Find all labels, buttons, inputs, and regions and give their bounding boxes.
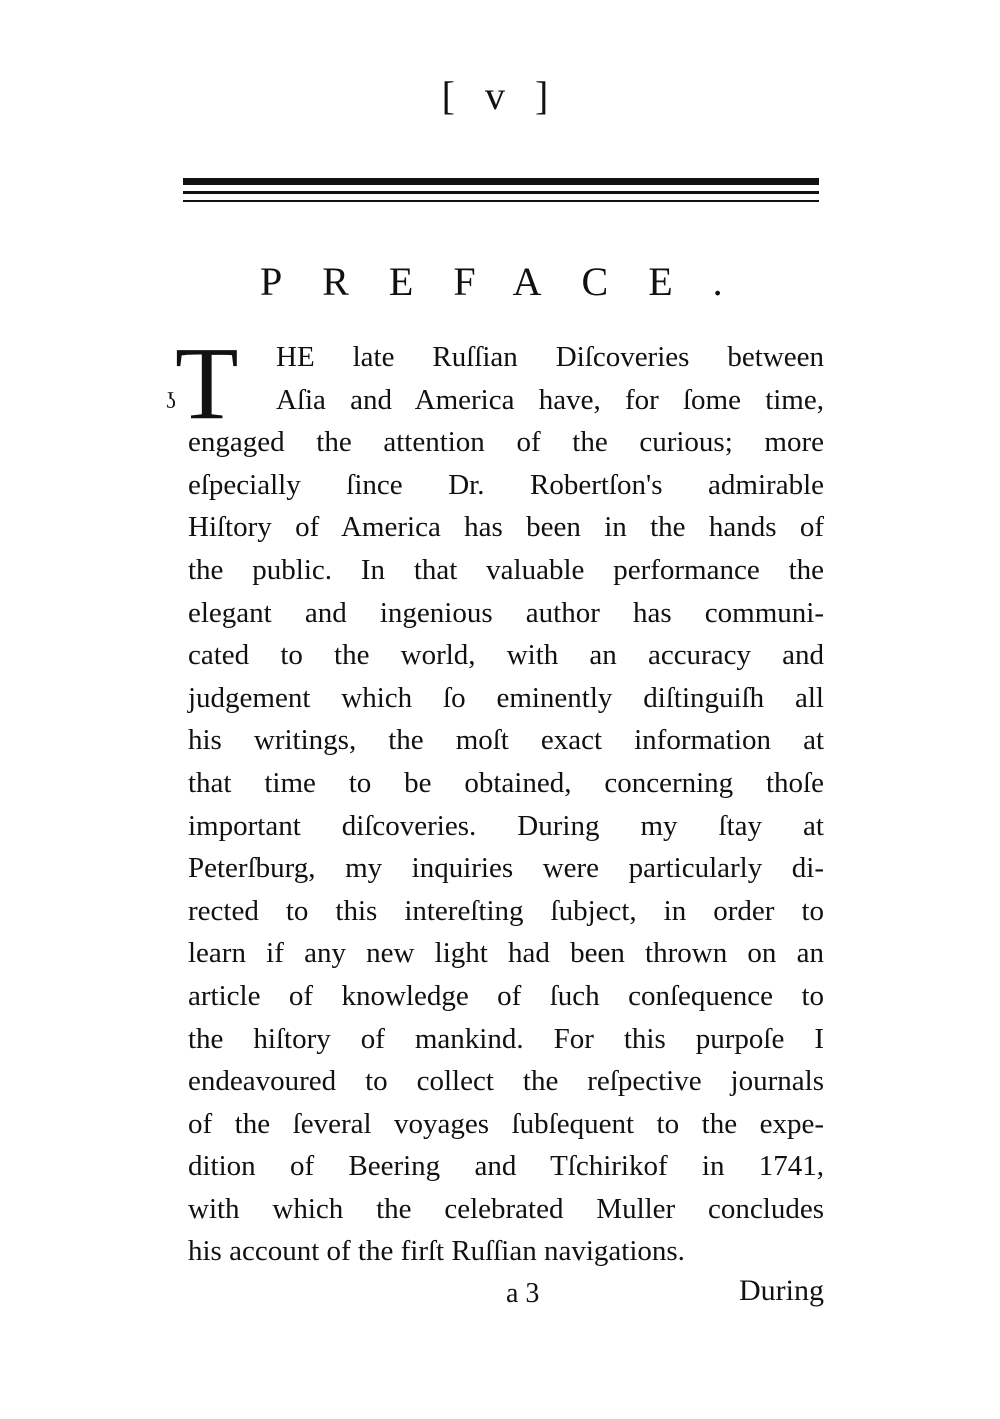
text-line: important diſcoveries. During my ſtay at	[188, 809, 824, 842]
text-line: endeavoured to collect the reſpective journals	[188, 1065, 824, 1098]
text-line: his writings, the moſt exact information at	[188, 724, 824, 757]
catchword: During	[739, 1274, 824, 1307]
text-line: rected to this intereſting ſubject, in order to	[188, 894, 824, 927]
text-line: the public. In that valuable performance the	[188, 553, 824, 586]
header-rule-thick	[183, 178, 819, 185]
text-line: cated to the world, with an accuracy and	[188, 639, 824, 672]
text-line: Peterſburg, my inquiries were particularly di-	[188, 852, 824, 885]
text-line: of the ſeveral voyages ſubſequent to the expe-	[188, 1107, 824, 1140]
text-line: Aſia and America have, for ſome time,	[276, 383, 824, 416]
text-line: eſpecially ſince Dr. Robertſon's admirable	[188, 468, 824, 501]
text-line: his account of the firſt Ruſſian navigations.	[188, 1235, 685, 1268]
signature-mark: a 3	[506, 1278, 540, 1309]
text-line: Hiſtory of America has been in the hands of	[188, 511, 824, 544]
text-line: with which the celebrated Muller concludes	[188, 1192, 824, 1225]
text-line: elegant and ingenious author has communi-	[188, 596, 824, 629]
header-rule-thin	[183, 200, 819, 202]
page-title: PREFACE.	[260, 259, 763, 304]
header-rule	[183, 178, 819, 208]
text-line: engaged the attention of the curious; more	[188, 426, 824, 459]
text-line: judgement which ſo eminently diſtinguiſh all	[188, 681, 824, 714]
drop-cap-mark: ʖ	[166, 388, 176, 413]
page-number: [ v ]	[441, 73, 559, 118]
text-line: the hiſtory of mankind. For this purpoſe I	[188, 1022, 824, 1055]
header-rule-mid	[183, 191, 819, 194]
body-text	[166, 326, 824, 1273]
drop-cap: T	[175, 326, 239, 441]
text-line: dition of Beering and Tſchirikof in 1741,	[188, 1150, 824, 1183]
text-line: article of knowledge of ſuch conſequence to	[188, 979, 824, 1012]
text-line: HE late Ruſſian Diſcoveries between	[276, 341, 824, 373]
text-line: that time to be obtained, concerning thoſe	[188, 766, 824, 799]
text-line: learn if any new light had been thrown on an	[188, 937, 824, 970]
